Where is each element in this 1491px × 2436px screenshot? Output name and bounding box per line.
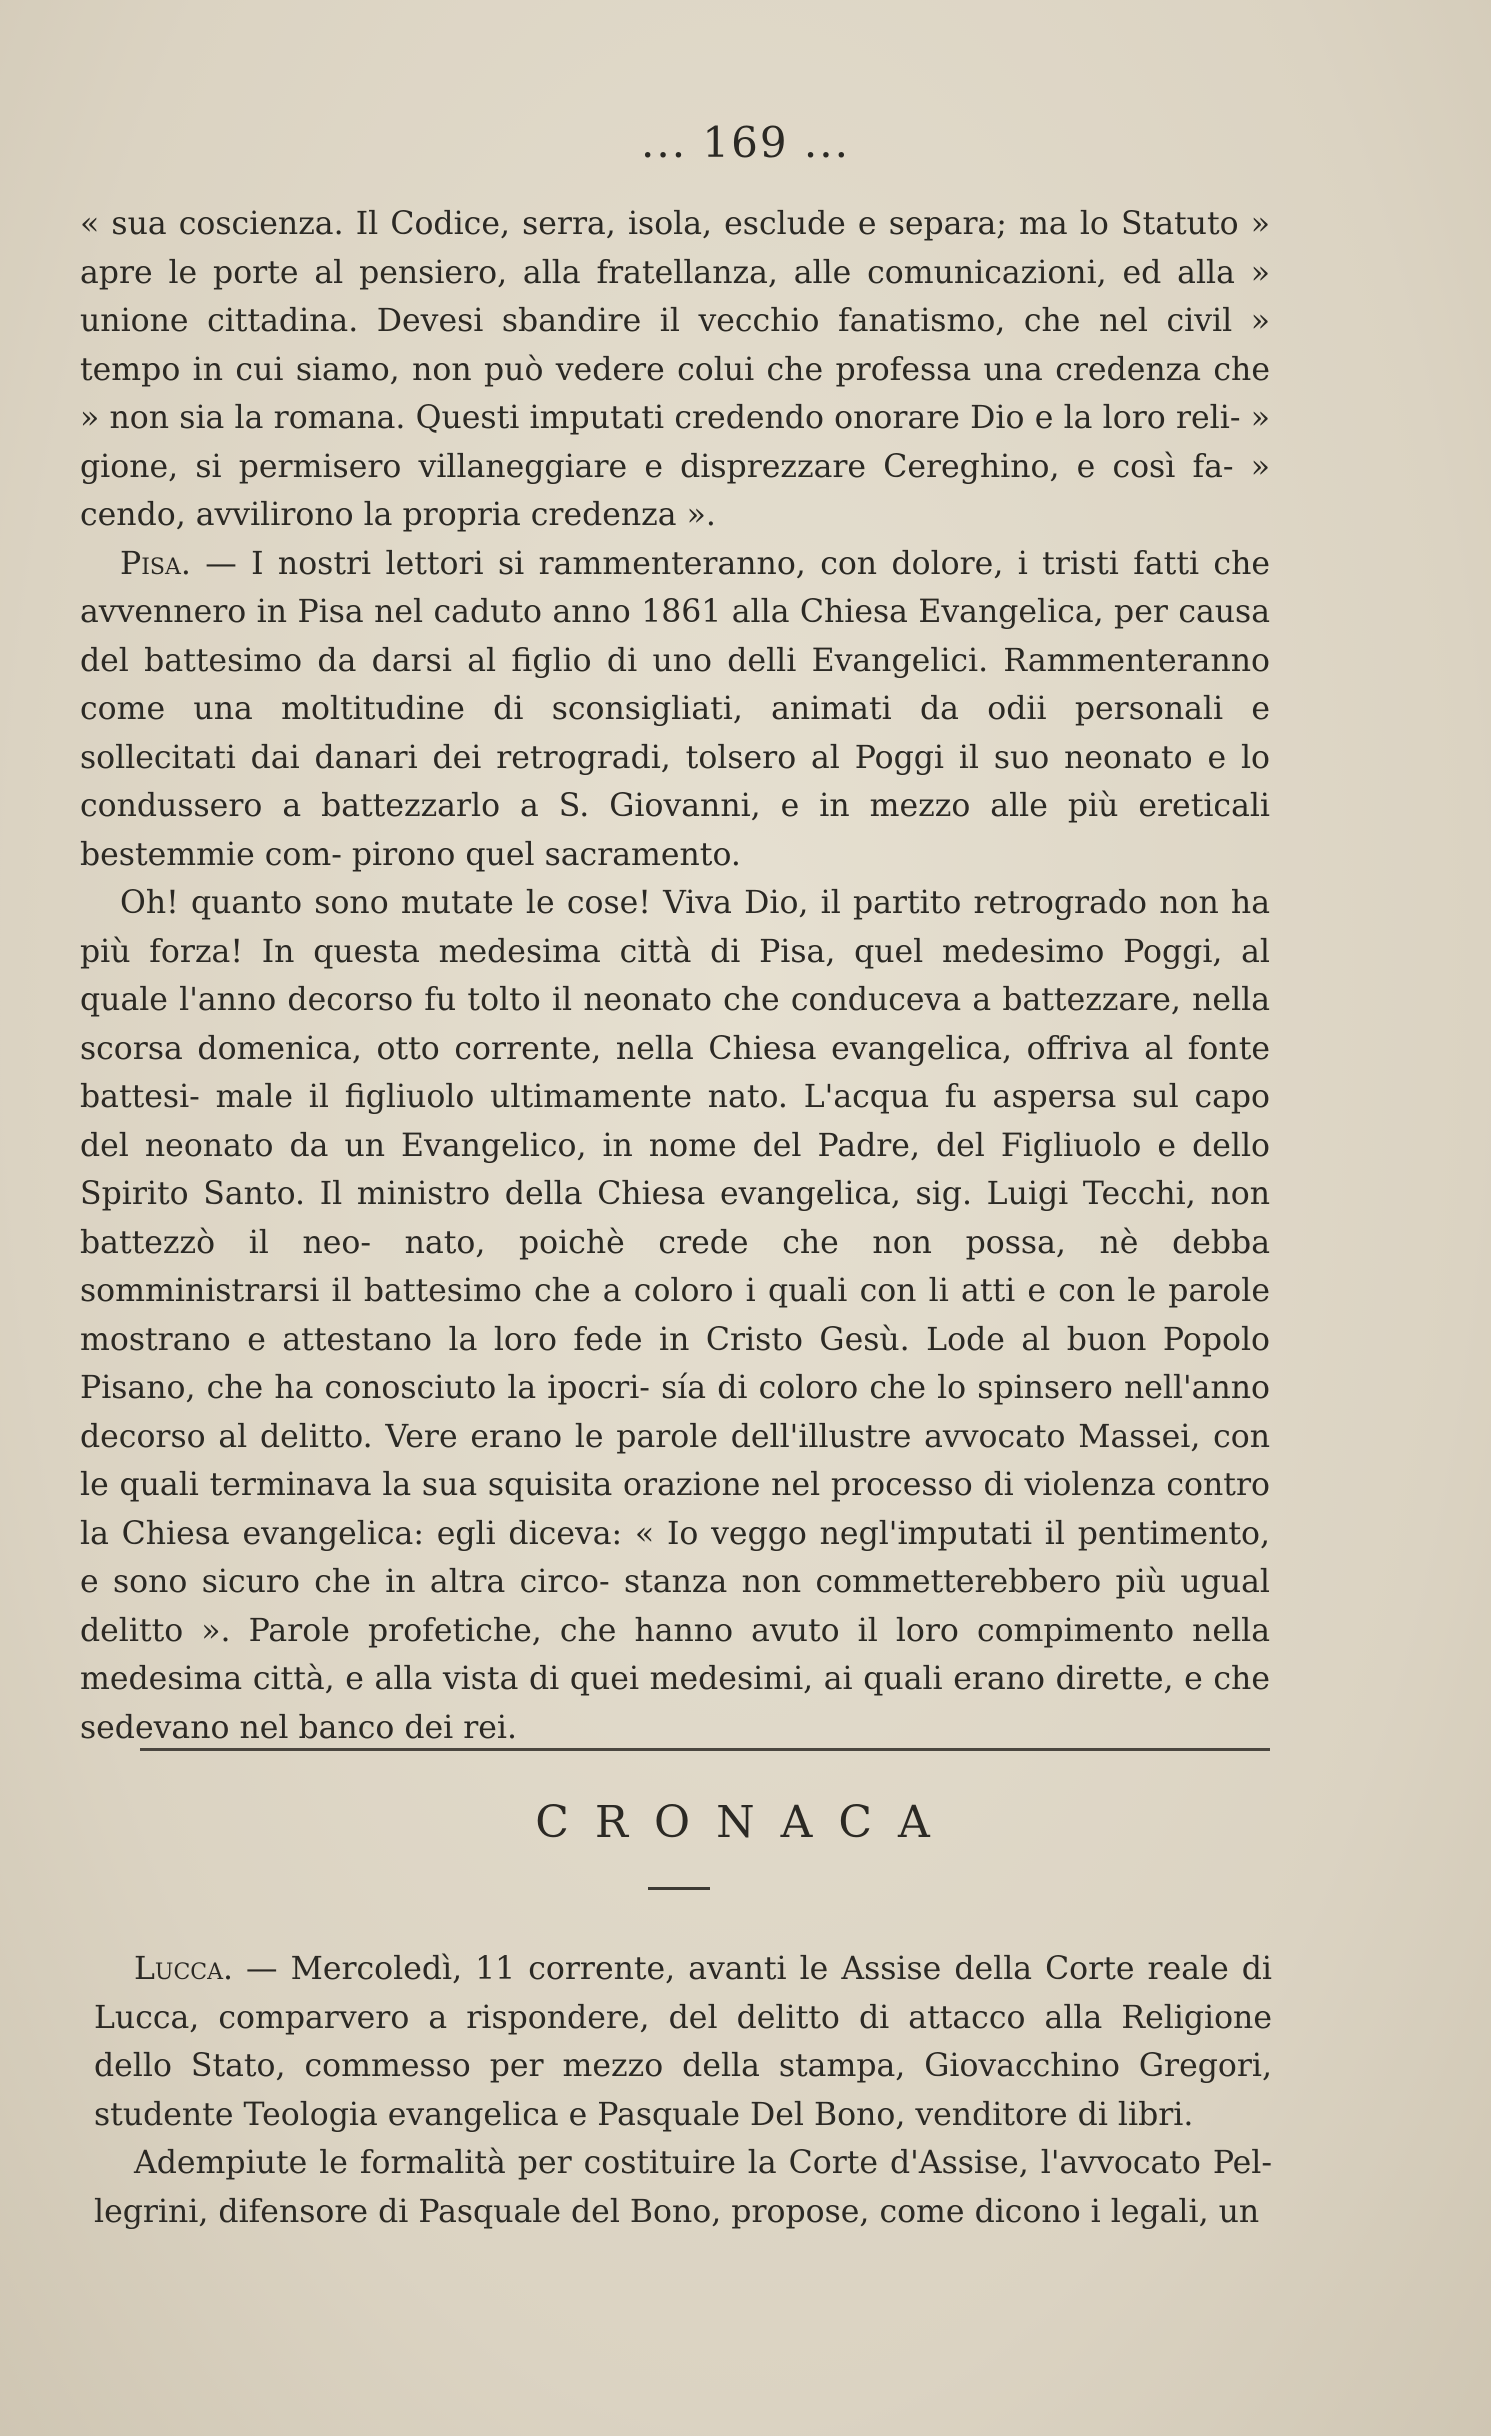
section-divider [140, 1748, 1270, 1751]
pisa-text-2: Oh! quanto sono mutate le cose! Viva Dio, il partito retrogrado non ha più forza! In questa medesima città di Pisa, quel medesimo Poggi, al quale l'anno decorso fu tolto il neonato che conduceva a battezzare, nella scorsa domenica, otto corrente, nella Chiesa evangelica, offriva al fonte battesi- male il figliuolo ultimamente nato. L'acqua fu aspersa sul capo del neonato da un Evangelico, in nome del Padre, del Figliuolo e dello Spirito Santo. Il ministro della Chiesa evangelica, sig. Luigi Tecchi, non battezzò il neo- nato, poichè crede che non possa, nè debba somministrarsi il battesimo che a coloro i quali con li atti e con le parole mostrano e attestano la loro fede in Cristo Gesù. Lode al buon Popolo Pisano, che ha conosciuto la ipocri- sía di coloro che lo spinsero nell'anno decorso al delitto. Vere erano le parole dell'illustre avvocato Massei, con le quali terminava la sua squisita orazione nel processo di violenza contro la Chiesa evangelica: egli diceva: « Io veggo negl'imputati il pentimento, e sono sicuro che in altra circo- stanza non commetterebbero più ugual delitto ». Parole profetiche, che hanno avuto il loro compimento nella medesima città, e alla vista di quei medesimi, ai quali erano dirette, e che sedevano nel banco dei rei. [80, 885, 1270, 1746]
quotation-paragraph [80, 200, 1270, 540]
lucca-text: — Mercoledì, 11 corrente, avanti le Assise della Corte reale di Lucca, comparvero a rispondere, del delitto di attacco alla Religione dello Stato, commesso per mezzo della stampa, Giovacchino Gregori, studente Teologia evangelica e Pasquale Del Bono, venditore di libri. [94, 1951, 1272, 2133]
lucca-text-2: Adempiute le formalità per costituire la Corte d'Assise, l'avvocato Pel- legrini, difensore di Pasquale del Bono, propose, come dicono i legali, un [94, 2145, 1272, 2230]
quotation-text: « sua coscienza. Il Codice, serra, isola, esclude e separa; ma lo Statuto » apre le porte al pensiero, alla fratellanza, alle comunicazioni, ed alla » unione cittadina. Devesi sbandire il vecchio fanatismo, che nel civil » tempo in cui siamo, non può vedere colui che professa una credenza che » non sia la romana. Questi imputati credendo onorare Dio e la loro reli- » gione, si permisero villaneggiare e disprezzare Cereghino, e così fa- » cendo, avvilirono la propria credenza ». [80, 206, 1270, 533]
pisa-heading: Pisa. [120, 545, 191, 582]
lucca-heading: Lucca. [134, 1951, 234, 1987]
page-number: ... 169 ... [641, 118, 850, 167]
lucca-paragraph [94, 1945, 1272, 2139]
title-underline [648, 1887, 710, 1890]
pisa-text: — I nostri lettori si rammenteranno, con dolore, i tristi fatti che avvennero in Pisa nel caduto anno 1861 alla Chiesa Evangelica, per causa del battesimo da darsi al figlio di uno delli Evangelici. Rammenteranno come una moltitudine di sconsigliati, animati da odii personali e sollecitati dai danari dei retrogradi, tolsero al Poggi il suo neonato e lo condussero a battezzarlo a S. Giovanni, e in mezzo alle più ereticali bestemmie com- pirono quel sacramento. [80, 545, 1270, 873]
section-title: CRONACA [535, 1797, 956, 1848]
lucca-paragraph-2 [94, 2139, 1272, 2236]
main-text-block [80, 200, 1270, 1752]
cronaca-text-block [94, 1945, 1272, 2236]
pisa-paragraph-2 [80, 879, 1270, 1752]
pisa-paragraph [80, 540, 1270, 880]
